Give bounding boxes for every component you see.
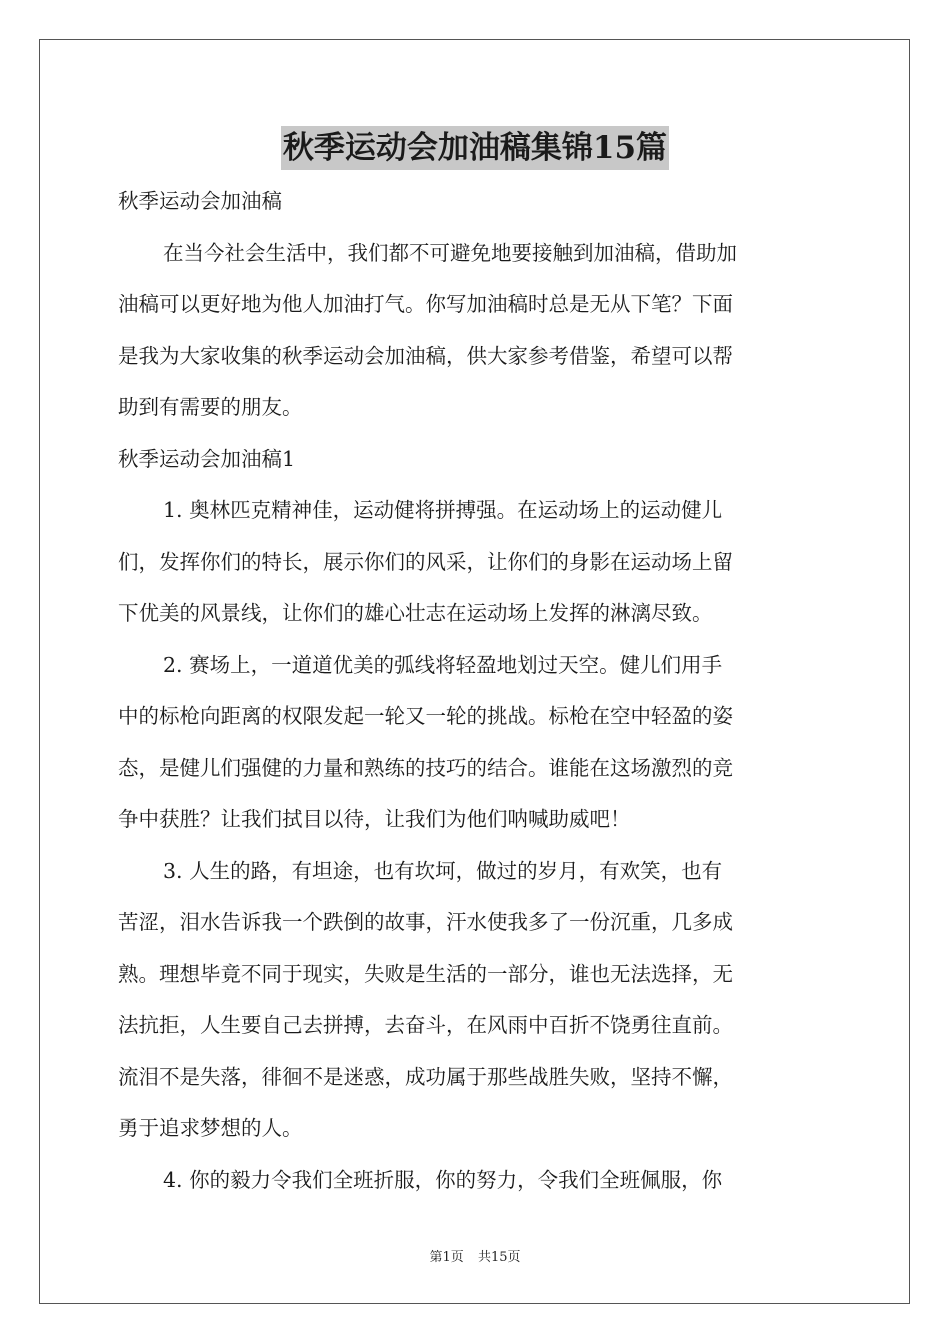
text-line: 1. 奥林匹克精神佳，运动健将拼搏强。在运动场上的运动健儿: [163, 498, 723, 522]
text-line: 油稿可以更好地为他人加油打气。你写加油稿时总是无从下笔？下面: [118, 292, 733, 316]
text-line: 法抗拒，人生要自己去拼搏，去奋斗，在风雨中百折不饶勇往直前。: [118, 1013, 733, 1037]
document-body: [118, 176, 834, 1206]
text-line: 秋季运动会加油稿: [118, 189, 282, 213]
text-line: 助到有需要的朋友。: [118, 395, 303, 419]
text-line: 在当今社会生活中，我们都不可避免地要接触到加油稿，借助加: [163, 240, 737, 265]
document-title: 秋季运动会加油稿集锦15篇: [281, 126, 669, 170]
text-line: 流泪不是失落，徘徊不是迷惑，成功属于那些战胜失败，坚持不懈，: [118, 1064, 733, 1089]
text-line: 争中获胜？让我们拭目以待，让我们为他们呐喊助威吧！: [118, 807, 631, 831]
text-line: 苦涩，泪水告诉我一个跌倒的故事，汗水使我多了一份沉重，几多成: [118, 910, 733, 934]
text-line: 熟。理想毕竟不同于现实，失败是生活的一部分，谁也无法选择，无: [118, 961, 733, 986]
text-line: 态，是健儿们强健的力量和熟练的技巧的结合。谁能在这场激烈的竞: [118, 755, 733, 780]
text-line: 中的标枪向距离的权限发起一轮又一轮的挑战。标枪在空中轻盈的姿: [118, 704, 733, 728]
text-line: 秋季运动会加油稿1: [118, 446, 296, 471]
text-line: 是我为大家收集的秋季运动会加油稿，供大家参考借鉴，希望可以帮: [118, 343, 733, 368]
text-line: 3. 人生的路，有坦途，也有坎坷，做过的岁月，有欢笑，也有: [163, 858, 723, 883]
text-line: 4. 你的毅力令我们全班折服，你的努力，令我们全班佩服，你: [163, 1167, 723, 1192]
text-line: 们，发挥你们的特长，展示你们的风采，让你们的身影在运动场上留: [118, 549, 733, 574]
text-line: 2. 赛场上，一道道优美的弧线将轻盈地划过天空。健儿们用手: [163, 652, 723, 677]
text-line: 勇于追求梦想的人。: [118, 1116, 303, 1140]
page-footer: [0, 1246, 950, 1265]
title-wrap: [0, 126, 950, 170]
text-line: 下优美的风景线，让你们的雄心壮志在运动场上发挥的淋漓尽致。: [118, 601, 713, 625]
page-total: 共15页: [477, 1250, 521, 1265]
page-number: 第1页: [429, 1250, 464, 1265]
